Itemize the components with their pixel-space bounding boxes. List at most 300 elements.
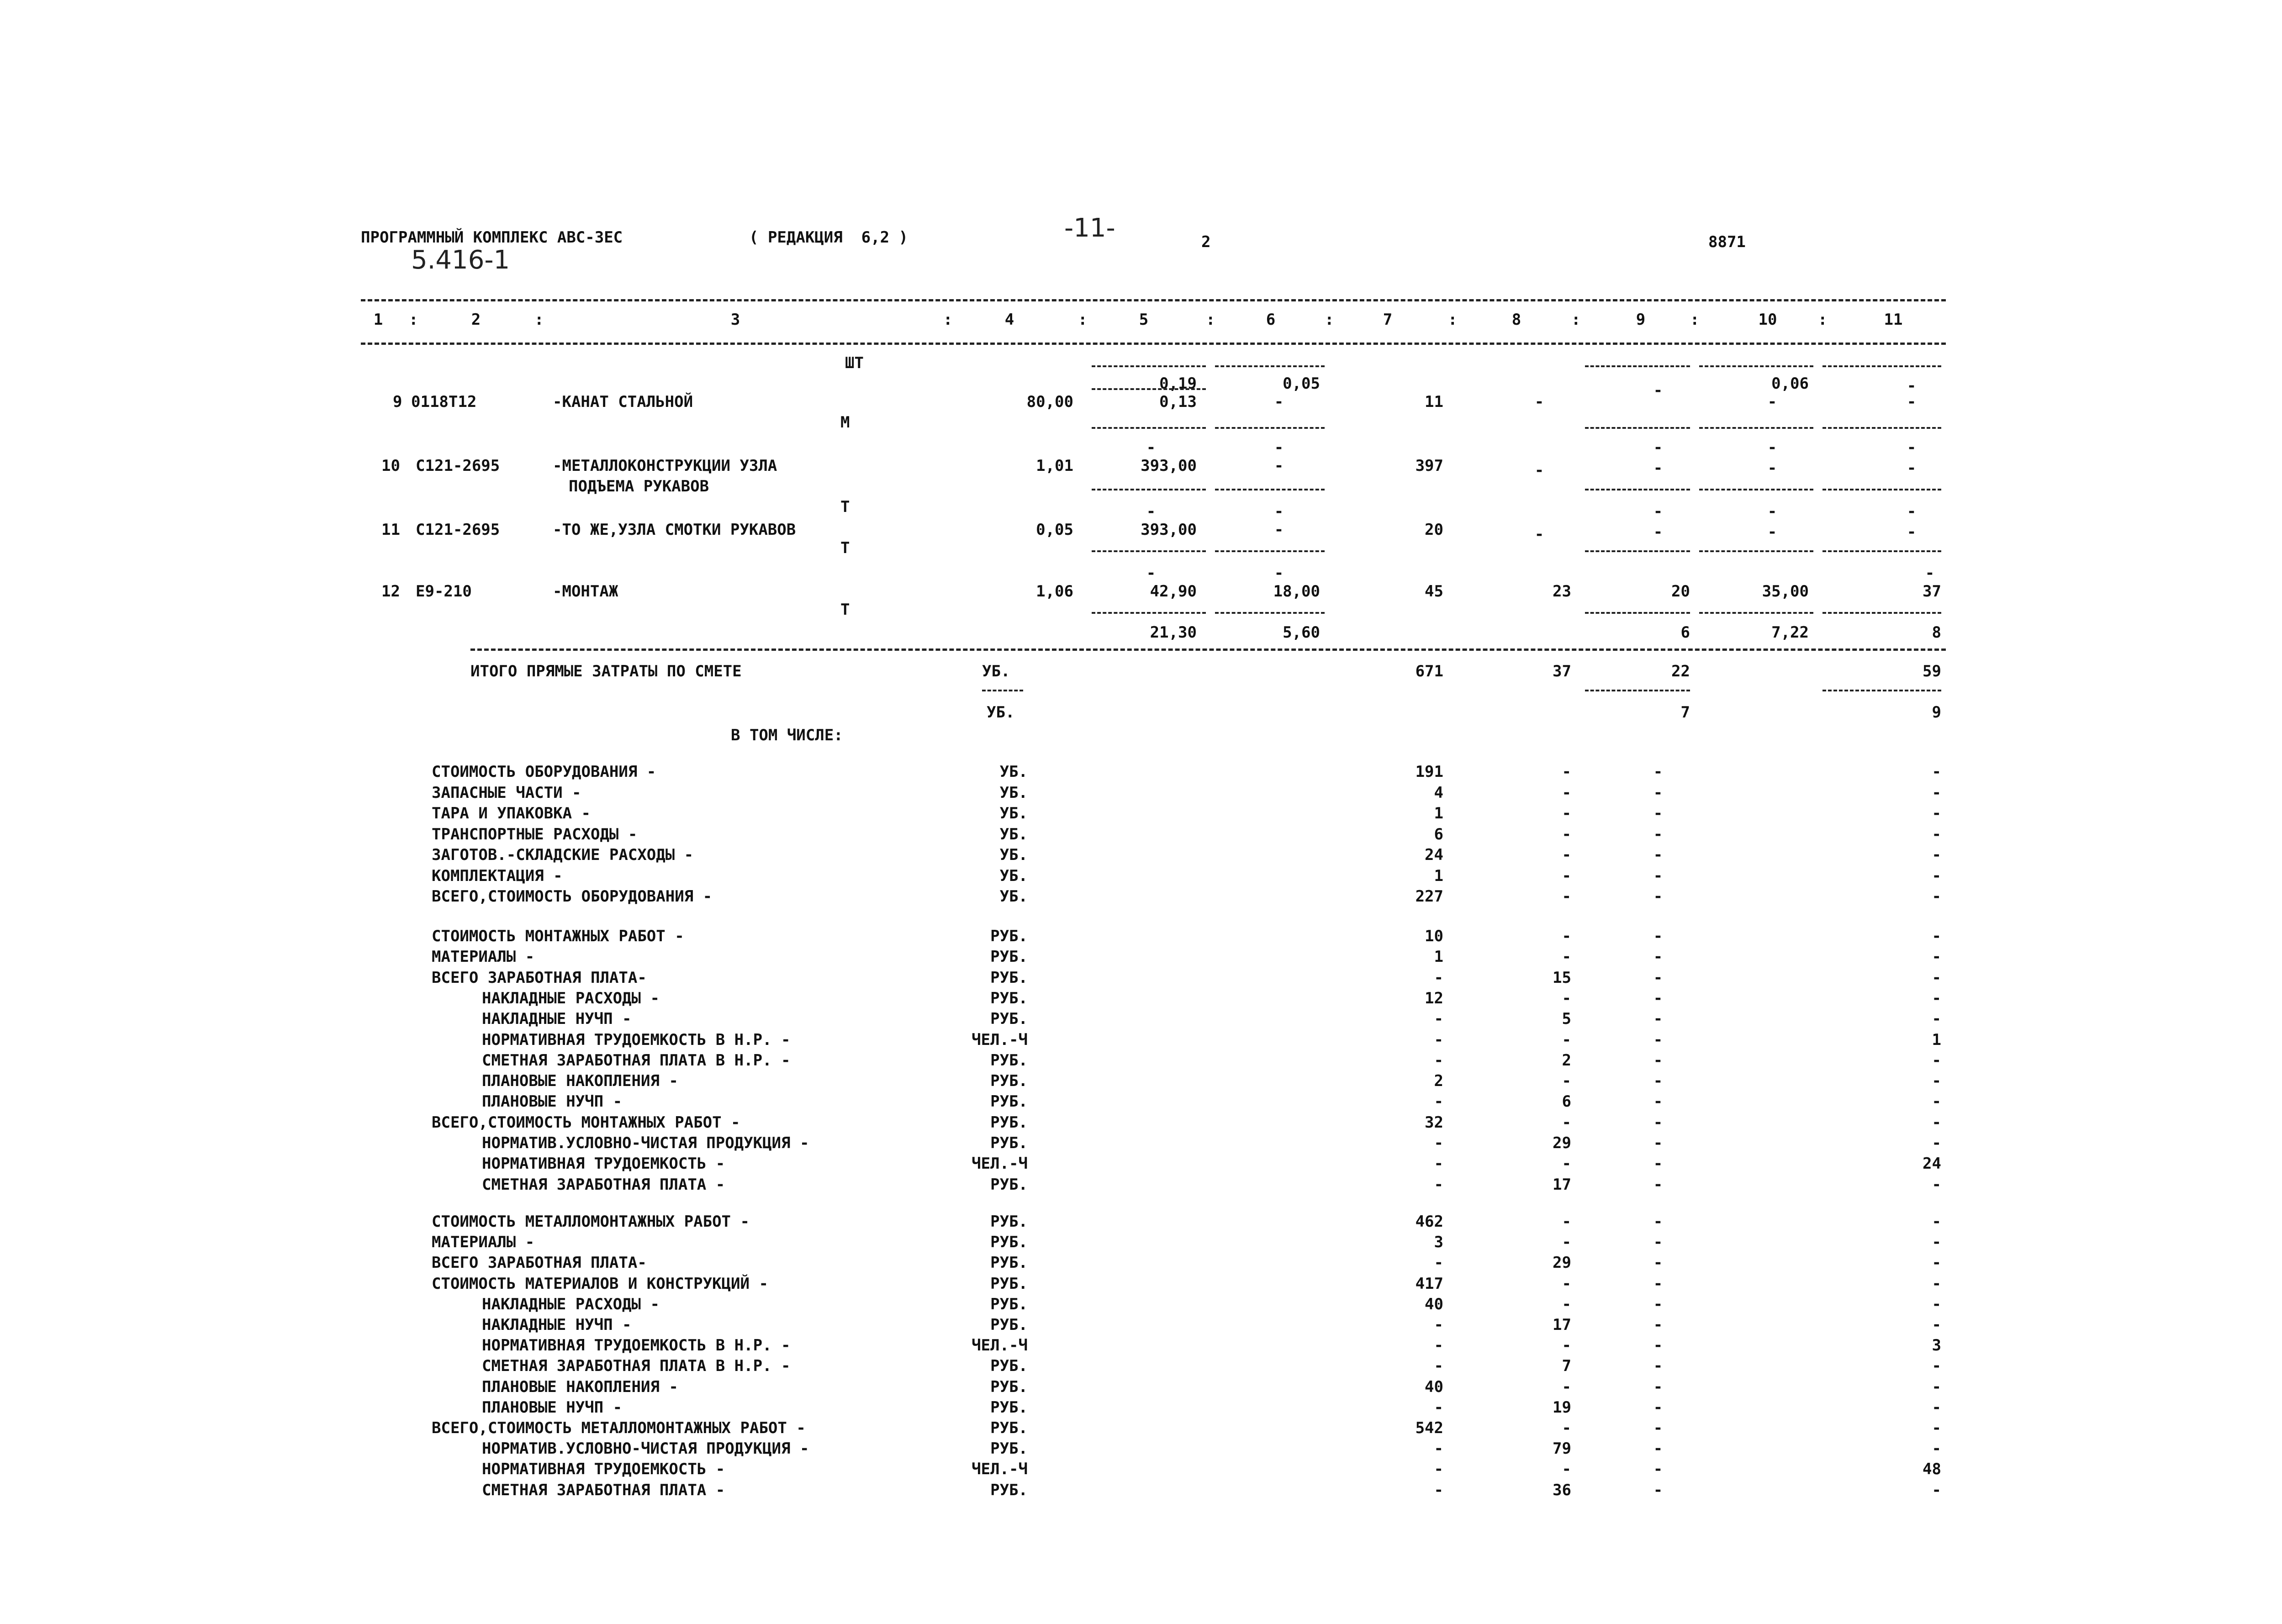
breakdown-c11: - — [1932, 1175, 1941, 1194]
breakdown-c9: - — [1653, 1254, 1663, 1272]
breakdown-c7: 542 — [1415, 1419, 1443, 1437]
col-sep: : — [1448, 311, 1458, 329]
breakdown-c11: - — [1932, 1233, 1941, 1252]
including-heading: В ТОМ ЧИСЛЕ: — [731, 726, 843, 744]
breakdown-c7: - — [1434, 1051, 1443, 1070]
row-unit: Т — [840, 498, 850, 516]
breakdown-unit: ЧЕЛ.-Ч — [972, 1030, 1028, 1049]
totals-label: ИТОГО ПРЯМЫЕ ЗАТРАТЫ ПО СМЕТЕ — [470, 662, 742, 680]
breakdown-c7: 1 — [1434, 866, 1443, 885]
breakdown-c11: - — [1932, 1092, 1941, 1111]
breakdown-c7: 3 — [1434, 1233, 1443, 1252]
row-c9-sub: 6 — [1680, 623, 1690, 642]
breakdown-c9: - — [1653, 1233, 1663, 1252]
breakdown-c7: - — [1434, 1316, 1443, 1334]
row-c7: 11 — [1425, 393, 1443, 411]
row-unit: Т — [840, 539, 850, 557]
row-c6: 0,05 — [1283, 374, 1320, 393]
row-c11-sub: - — [1907, 393, 1917, 411]
breakdown-c9: - — [1653, 1072, 1663, 1091]
row-c9: - — [1653, 381, 1663, 400]
subrule — [1822, 427, 1941, 429]
row-c11-pre: - — [1925, 564, 1935, 582]
breakdown-c8: - — [1562, 1336, 1571, 1355]
breakdown-unit: УБ. — [999, 825, 1028, 844]
breakdown-c9: - — [1653, 1274, 1663, 1293]
breakdown-c9: - — [1653, 1481, 1663, 1499]
breakdown-c9: - — [1653, 1398, 1663, 1417]
breakdown-c7: 10 — [1425, 927, 1443, 945]
breakdown-unit: УБ. — [999, 763, 1028, 781]
breakdown-unit: ЧЕЛ.-Ч — [972, 1336, 1028, 1355]
breakdown-c7: 191 — [1415, 763, 1443, 781]
breakdown-c8: 79 — [1553, 1439, 1571, 1458]
breakdown-c7: - — [1434, 1030, 1443, 1049]
breakdown-c7: - — [1434, 1134, 1443, 1152]
subrule — [1092, 388, 1206, 390]
breakdown-label: ПЛАНОВЫЕ НУЧП - — [482, 1398, 623, 1417]
breakdown-unit: РУБ. — [990, 1213, 1028, 1231]
row-c5: 42,90 — [1150, 582, 1197, 601]
breakdown-c11: - — [1932, 1254, 1941, 1272]
breakdown-label: СМЕТНАЯ ЗАРАБОТНАЯ ПЛАТА В Н.Р. - — [482, 1051, 791, 1070]
breakdown-c8: - — [1562, 783, 1571, 802]
breakdown-c9: - — [1653, 1092, 1663, 1111]
breakdown-c8: 5 — [1562, 1010, 1571, 1028]
row-c6-pre: - — [1274, 502, 1284, 521]
breakdown-c11: - — [1932, 1295, 1941, 1313]
breakdown-label: НАКЛАДНЫЕ НУЧП - — [482, 1316, 632, 1334]
subrule — [1699, 612, 1813, 614]
breakdown-unit: ЧЕЛ.-Ч — [972, 1155, 1028, 1173]
breakdown-label: СМЕТНАЯ ЗАРАБОТНАЯ ПЛАТА - — [482, 1481, 725, 1499]
row-c5-sub: 21,30 — [1150, 623, 1197, 642]
totals-c11: 59 — [1923, 662, 1941, 680]
row-c7: 397 — [1415, 457, 1443, 475]
row-c10-sub: - — [1767, 393, 1777, 411]
col-3-header: 3 — [730, 311, 740, 329]
breakdown-c8: - — [1562, 804, 1571, 823]
breakdown-c8: 36 — [1553, 1481, 1571, 1499]
col-sep: : — [534, 311, 544, 329]
breakdown-label: СМЕТНАЯ ЗАРАБОТНАЯ ПЛАТА В Н.Р. - — [482, 1357, 791, 1376]
col-10-header: 10 — [1758, 311, 1777, 329]
breakdown-c7: 462 — [1415, 1213, 1443, 1231]
breakdown-label: НОРМАТИВНАЯ ТРУДОЕМКОСТЬ В Н.Р. - — [482, 1336, 791, 1355]
breakdown-c11: - — [1932, 783, 1941, 802]
breakdown-label: СТОИМОСТЬ МАТЕРИАЛОВ И КОНСТРУКЦИЙ - — [432, 1274, 768, 1293]
breakdown-c8: - — [1562, 948, 1571, 966]
breakdown-label: СМЕТНАЯ ЗАРАБОТНАЯ ПЛАТА - — [482, 1175, 725, 1194]
totals-unit: УБ. — [982, 662, 1010, 680]
breakdown-unit: РУБ. — [990, 1051, 1028, 1070]
breakdown-c11: - — [1932, 1072, 1941, 1091]
breakdown-c7: - — [1434, 1481, 1443, 1499]
breakdown-c8: - — [1562, 1213, 1571, 1231]
breakdown-unit: РУБ. — [990, 1419, 1028, 1437]
breakdown-unit: УБ. — [999, 804, 1028, 823]
breakdown-unit: РУБ. — [990, 1010, 1028, 1028]
col-sep: : — [1571, 311, 1581, 329]
breakdown-c9: - — [1653, 1030, 1663, 1049]
row-c8: - — [1534, 393, 1544, 411]
totals-c8: 37 — [1553, 662, 1571, 680]
breakdown-c8: - — [1562, 1155, 1571, 1173]
breakdown-c11: - — [1932, 804, 1941, 823]
breakdown-c11: - — [1932, 1274, 1941, 1293]
breakdown-c8: - — [1562, 1113, 1571, 1132]
breakdown-c9: - — [1653, 1175, 1663, 1194]
breakdown-c11: - — [1932, 825, 1941, 844]
col-sep: : — [1206, 311, 1215, 329]
breakdown-c11: - — [1932, 1398, 1941, 1417]
breakdown-c9: - — [1653, 1439, 1663, 1458]
breakdown-c8: 19 — [1553, 1398, 1571, 1417]
breakdown-c11: - — [1932, 968, 1941, 987]
breakdown-c9: - — [1653, 1377, 1663, 1396]
col-sep: : — [1818, 311, 1828, 329]
breakdown-c9: - — [1653, 1051, 1663, 1070]
breakdown-label: МАТЕРИАЛЫ - — [432, 948, 535, 966]
row-c4: 1,01 — [1036, 457, 1073, 475]
breakdown-c9: - — [1653, 887, 1663, 906]
breakdown-unit: РУБ. — [990, 1233, 1028, 1252]
row-c5: 393,00 — [1141, 457, 1197, 475]
breakdown-unit: РУБ. — [990, 1113, 1028, 1132]
breakdown-c11: - — [1932, 1357, 1941, 1376]
breakdown-label: ВСЕГО ЗАРАБОТНАЯ ПЛАТА- — [432, 1254, 647, 1272]
col-11-header: 11 — [1884, 311, 1903, 329]
breakdown-c7: - — [1434, 1398, 1443, 1417]
col-sep: : — [943, 311, 953, 329]
breakdown-label: НОРМАТИВНАЯ ТРУДОЕМКОСТЬ В Н.Р. - — [482, 1030, 791, 1049]
breakdown-c7: - — [1434, 1175, 1443, 1194]
breakdown-c7: 1 — [1434, 948, 1443, 966]
breakdown-c8: - — [1562, 1072, 1571, 1091]
breakdown-c11: 3 — [1932, 1336, 1941, 1355]
breakdown-c11: - — [1932, 1316, 1941, 1334]
totals-c11-sub: 9 — [1932, 703, 1941, 722]
breakdown-c7: - — [1434, 968, 1443, 987]
subrule — [982, 690, 1023, 691]
breakdown-unit: УБ. — [999, 846, 1028, 864]
breakdown-c8: 15 — [1553, 968, 1571, 987]
row-c11-pre: - — [1907, 438, 1917, 457]
breakdown-c8: - — [1562, 927, 1571, 945]
subrule — [1215, 489, 1325, 490]
breakdown-c11: - — [1932, 1134, 1941, 1152]
row-c11-sub: 8 — [1932, 623, 1941, 642]
breakdown-c9: - — [1653, 804, 1663, 823]
breakdown-c9: - — [1653, 1336, 1663, 1355]
breakdown-c9: - — [1653, 1134, 1663, 1152]
breakdown-c7: - — [1434, 1357, 1443, 1376]
row-c8: - — [1534, 525, 1544, 543]
breakdown-c11: - — [1932, 1113, 1941, 1132]
section-rule — [470, 649, 1946, 651]
breakdown-label: СТОИМОСТЬ МЕТАЛЛОМОНТАЖНЫХ РАБОТ - — [432, 1213, 750, 1231]
breakdown-label: ВСЕГО,СТОИМОСТЬ МОНТАЖНЫХ РАБОТ - — [432, 1113, 740, 1132]
subrule — [1215, 612, 1325, 614]
row-number: 10 — [381, 457, 400, 475]
subrule — [1699, 365, 1813, 367]
totals-unit-sub: УБ. — [987, 703, 1015, 722]
breakdown-c7: 24 — [1425, 846, 1443, 864]
breakdown-c11: - — [1932, 866, 1941, 885]
row-c9: - — [1653, 523, 1663, 541]
program-title: ПРОГРАММНЫЙ КОМПЛЕКС АВС-3ЕС — [361, 228, 623, 247]
col-2-header: 2 — [471, 311, 481, 329]
col-6-header: 6 — [1266, 311, 1276, 329]
breakdown-label: ТРАНСПОРТНЫЕ РАСХОДЫ - — [432, 825, 638, 844]
row-c7: 45 — [1425, 582, 1443, 601]
breakdown-label: ЗАПАСНЫЕ ЧАСТИ - — [432, 783, 581, 802]
row-unit: М — [840, 413, 850, 432]
breakdown-c7: - — [1434, 1010, 1443, 1028]
breakdown-c9: - — [1653, 989, 1663, 1007]
subrule — [1585, 365, 1690, 367]
subrule — [1092, 489, 1206, 490]
col-4-header: 4 — [1004, 311, 1014, 329]
breakdown-c8: 29 — [1553, 1254, 1571, 1272]
breakdown-c8: 17 — [1553, 1316, 1571, 1334]
subrule — [1699, 489, 1813, 490]
breakdown-c11: 48 — [1923, 1460, 1941, 1479]
breakdown-c7: 227 — [1415, 887, 1443, 906]
row-c9-pre: - — [1653, 502, 1663, 521]
subrule — [1699, 550, 1813, 552]
breakdown-label: СТОИМОСТЬ МОНТАЖНЫХ РАБОТ - — [432, 927, 684, 945]
breakdown-c9: - — [1653, 846, 1663, 864]
row-number: 9 — [393, 393, 402, 411]
breakdown-c9: - — [1653, 1010, 1663, 1028]
breakdown-label: ВСЕГО,СТОИМОСТЬ ОБОРУДОВАНИЯ - — [432, 887, 713, 906]
handwritten-page-number: -11- — [1064, 213, 1115, 243]
breakdown-unit: РУБ. — [990, 1377, 1028, 1396]
col-9-header: 9 — [1636, 311, 1646, 329]
breakdown-c8: - — [1562, 825, 1571, 844]
subrule — [1215, 550, 1325, 552]
breakdown-c7: 12 — [1425, 989, 1443, 1007]
breakdown-label: НОРМАТИВНАЯ ТРУДОЕМКОСТЬ - — [482, 1460, 725, 1479]
breakdown-unit: УБ. — [999, 887, 1028, 906]
breakdown-c11: 1 — [1932, 1030, 1941, 1049]
breakdown-label: ПЛАНОВЫЕ НУЧП - — [482, 1092, 623, 1111]
breakdown-c7: 40 — [1425, 1377, 1443, 1396]
breakdown-c11: - — [1932, 1377, 1941, 1396]
row-c11-pre: - — [1907, 502, 1917, 521]
sheet-number: 2 — [1201, 233, 1211, 251]
row-c10-pre: - — [1767, 438, 1777, 457]
breakdown-c11: - — [1932, 1419, 1941, 1437]
row-c7: 20 — [1425, 521, 1443, 539]
subrule — [1215, 427, 1325, 429]
breakdown-c9: - — [1653, 1295, 1663, 1313]
subrule — [1822, 612, 1941, 614]
breakdown-label: СТОИМОСТЬ ОБОРУДОВАНИЯ - — [432, 763, 656, 781]
row-c10: 35,00 — [1762, 582, 1809, 601]
breakdown-c9: - — [1653, 825, 1663, 844]
row-code: С121-2695 — [416, 457, 500, 475]
row-name-cont: ПОДЪЕМА РУКАВОВ — [569, 477, 709, 496]
row-c5: 0,19 — [1159, 374, 1197, 393]
breakdown-c7: 32 — [1425, 1113, 1443, 1132]
breakdown-c7: - — [1434, 1460, 1443, 1479]
row-c5-pre: - — [1146, 438, 1156, 457]
row-c6-pre: - — [1274, 564, 1284, 582]
breakdown-c8: 17 — [1553, 1175, 1571, 1194]
col-sep: : — [409, 311, 418, 329]
breakdown-c11: - — [1932, 1051, 1941, 1070]
breakdown-c11: - — [1932, 1481, 1941, 1499]
breakdown-c9: - — [1653, 948, 1663, 966]
breakdown-c9: - — [1653, 1357, 1663, 1376]
breakdown-unit: РУБ. — [990, 1295, 1028, 1313]
breakdown-c8: 7 — [1562, 1357, 1571, 1376]
breakdown-c11: - — [1932, 1213, 1941, 1231]
row-c10: 0,06 — [1771, 374, 1809, 393]
row-c11: 37 — [1923, 582, 1941, 601]
row-c6: - — [1274, 457, 1284, 475]
breakdown-c9: - — [1653, 1155, 1663, 1173]
row-c10: - — [1767, 459, 1777, 477]
breakdown-c7: 417 — [1415, 1274, 1443, 1293]
breakdown-label: ВСЕГО,СТОИМОСТЬ МЕТАЛЛОМОНТАЖНЫХ РАБОТ - — [432, 1419, 806, 1437]
row-c9: 20 — [1671, 582, 1690, 601]
breakdown-label: МАТЕРИАЛЫ - — [432, 1233, 535, 1252]
breakdown-c7: - — [1434, 1336, 1443, 1355]
breakdown-c8: - — [1562, 989, 1571, 1007]
breakdown-c8: - — [1562, 1233, 1571, 1252]
breakdown-c9: - — [1653, 866, 1663, 885]
breakdown-label: НОРМАТИВ.УСЛОВНО-ЧИСТАЯ ПРОДУКЦИЯ - — [482, 1439, 809, 1458]
breakdown-unit: РУБ. — [990, 927, 1028, 945]
breakdown-c7: - — [1434, 1254, 1443, 1272]
breakdown-unit: УБ. — [999, 783, 1028, 802]
breakdown-label: НОРМАТИВНАЯ ТРУДОЕМКОСТЬ - — [482, 1155, 725, 1173]
prev-row-unit: ШТ — [845, 354, 864, 372]
row-name: -МОНТАЖ — [553, 582, 618, 601]
col-sep: : — [1325, 311, 1334, 329]
breakdown-label: НАКЛАДНЫЕ РАСХОДЫ - — [482, 1295, 660, 1313]
breakdown-c8: - — [1562, 1377, 1571, 1396]
breakdown-c8: - — [1562, 1419, 1571, 1437]
breakdown-label: НАКЛАДНЫЕ НУЧП - — [482, 1010, 632, 1028]
subrule — [1092, 365, 1206, 367]
row-c5: 393,00 — [1141, 521, 1197, 539]
handwritten-project-code: 5.416-1 — [411, 245, 510, 275]
breakdown-label: НАКЛАДНЫЕ РАСХОДЫ - — [482, 989, 660, 1007]
row-number: 12 — [381, 582, 400, 601]
breakdown-c9: - — [1653, 1419, 1663, 1437]
breakdown-unit: РУБ. — [990, 1481, 1028, 1499]
row-c5-sub: 0,13 — [1159, 393, 1197, 411]
breakdown-unit: РУБ. — [990, 968, 1028, 987]
breakdown-unit: РУБ. — [990, 1357, 1028, 1376]
breakdown-label: ПЛАНОВЫЕ НАКОПЛЕНИЯ - — [482, 1377, 678, 1396]
row-c11: - — [1907, 459, 1917, 477]
breakdown-c11: - — [1932, 1010, 1941, 1028]
col-7-header: 7 — [1383, 311, 1393, 329]
breakdown-c11: - — [1932, 948, 1941, 966]
subrule — [1092, 612, 1206, 614]
breakdown-c7: - — [1434, 1155, 1443, 1173]
breakdown-unit: РУБ. — [990, 1254, 1028, 1272]
breakdown-c8: 29 — [1553, 1134, 1571, 1152]
row-number: 11 — [381, 521, 400, 539]
breakdown-label: ТАРА И УПАКОВКА - — [432, 804, 591, 823]
breakdown-c11: - — [1932, 887, 1941, 906]
subrule — [1585, 612, 1690, 614]
breakdown-label: КОМПЛЕКТАЦИЯ - — [432, 866, 563, 885]
header-top-rule — [361, 299, 1946, 301]
row-c6-sub: 5,60 — [1283, 623, 1320, 642]
breakdown-c8: 2 — [1562, 1051, 1571, 1070]
breakdown-unit: РУБ. — [990, 1398, 1028, 1417]
breakdown-c9: - — [1653, 1460, 1663, 1479]
breakdown-c7: 6 — [1434, 825, 1443, 844]
breakdown-c7: - — [1434, 1439, 1443, 1458]
breakdown-c11: - — [1932, 989, 1941, 1007]
row-c4: 0,05 — [1036, 521, 1073, 539]
header-bottom-rule — [361, 343, 1946, 345]
subrule — [1822, 365, 1941, 367]
breakdown-c11: - — [1932, 927, 1941, 945]
row-c8: 23 — [1553, 582, 1571, 601]
breakdown-c7: 1 — [1434, 804, 1443, 823]
totals-c9: 22 — [1671, 662, 1690, 680]
row-name: -МЕТАЛЛОКОНСТРУКЦИИ УЗЛА — [553, 457, 777, 475]
breakdown-c11: - — [1932, 846, 1941, 864]
subrule — [1822, 690, 1941, 691]
row-code: 0118Т12 — [411, 393, 477, 411]
col-sep: : — [1690, 311, 1700, 329]
col-1-header: 1 — [373, 311, 383, 329]
row-code: Е9-210 — [416, 582, 472, 601]
breakdown-c8: - — [1562, 1030, 1571, 1049]
edition-label: ( РЕДАКЦИЯ 6,2 ) — [749, 228, 908, 247]
breakdown-c11: - — [1932, 1439, 1941, 1458]
breakdown-label: ЗАГОТОВ.-СКЛАДСКИЕ РАСХОДЫ - — [432, 846, 694, 864]
subrule — [1822, 550, 1941, 552]
totals-c9-sub: 7 — [1680, 703, 1690, 722]
breakdown-c8: 6 — [1562, 1092, 1571, 1111]
breakdown-c8: - — [1562, 1295, 1571, 1313]
row-c5-pre: - — [1146, 502, 1156, 521]
breakdown-unit: РУБ. — [990, 1316, 1028, 1334]
breakdown-c7: 4 — [1434, 783, 1443, 802]
row-c6: 18,00 — [1273, 582, 1320, 601]
subrule — [1585, 550, 1690, 552]
breakdown-c8: - — [1562, 763, 1571, 781]
subrule — [1699, 427, 1813, 429]
row-name: -ТО ЖЕ,УЗЛА СМОТКИ РУКАВОВ — [553, 521, 796, 539]
breakdown-unit: РУБ. — [990, 1175, 1028, 1194]
row-c8: - — [1534, 461, 1544, 480]
row-c6-pre: - — [1274, 438, 1284, 457]
breakdown-c8: - — [1562, 846, 1571, 864]
subrule — [1822, 489, 1941, 490]
breakdown-c11: 24 — [1923, 1155, 1941, 1173]
col-8-header: 8 — [1511, 311, 1521, 329]
row-c5-pre: - — [1146, 564, 1156, 582]
breakdown-unit: РУБ. — [990, 989, 1028, 1007]
subrule — [1585, 690, 1690, 691]
breakdown-c9: - — [1653, 1316, 1663, 1334]
row-c11: - — [1907, 377, 1917, 395]
row-c9: - — [1653, 459, 1663, 477]
totals-c7: 671 — [1415, 662, 1443, 680]
